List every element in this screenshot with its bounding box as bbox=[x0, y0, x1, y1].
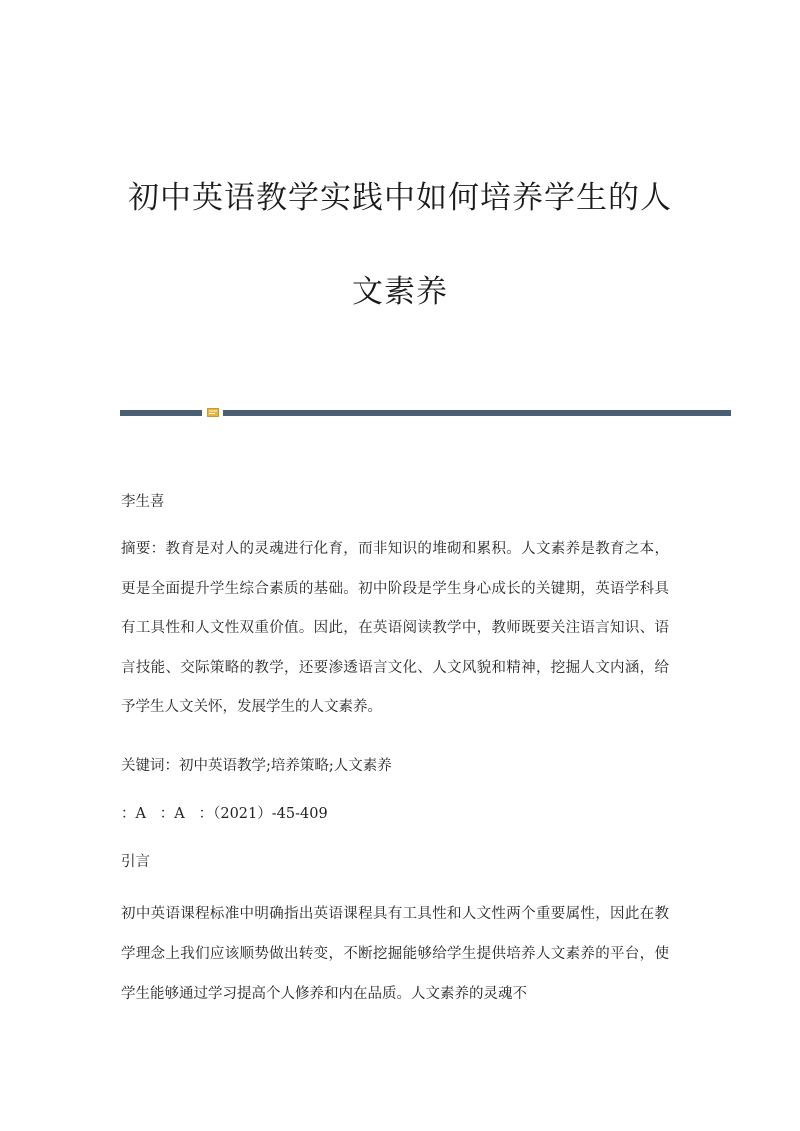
abstract-paragraph: 摘要：教育是对人的灵魂进行化育，而非知识的堆砌和累积。人文素养是教育之本，更是全面提升学生综合素质的基础。初中阶段是学生身心成长的关键期，英语学科具有工具性和人文性双重价值。因此，在英语阅读教学中，教师既要关注语言知识、语言技能、交际策略的教学，还要渗透语言文化、人文风貌和精神，挖掘人文内涵，给予学生人文关怀，发展学生的人文素养。 bbox=[121, 541, 669, 715]
title-block bbox=[0, 178, 800, 312]
divider-bar-right bbox=[223, 410, 731, 416]
document-title-line-2: 文素养 bbox=[352, 274, 448, 310]
section-heading-introduction: 引言 bbox=[121, 854, 150, 870]
document-title-line-1: 初中英语教学实践中如何培养学生的人 bbox=[128, 180, 672, 216]
author-name: 李生喜 bbox=[121, 494, 165, 510]
keywords-line: 关键词：初中英语教学;培养策略;人文素养 bbox=[121, 758, 392, 774]
introduction-paragraph: 初中英语课程标准中明确指出英语课程具有工具性和人文性两个重要属性，因此在教学理念上我们应该顺势做出转变，不断挖掘能够给学生提供培养人文素养的平台，使学生能够通过学习提高个人修养和内在品质。人文素养的灵魂不 bbox=[121, 906, 669, 1002]
document-badge-icon bbox=[207, 408, 219, 417]
classification-line: ：A ：A ：（2021）-45-409 bbox=[121, 806, 328, 822]
title-divider bbox=[120, 405, 731, 419]
divider-bar-left bbox=[120, 410, 202, 416]
